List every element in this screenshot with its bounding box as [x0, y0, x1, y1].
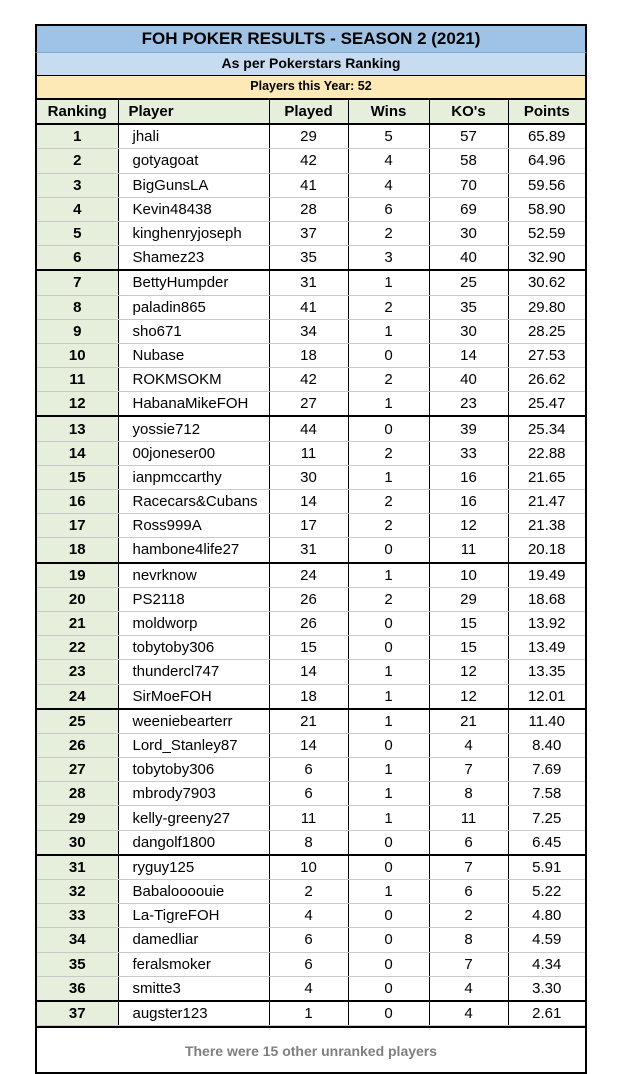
wins-cell: 0: [348, 855, 429, 880]
played-cell: 26: [269, 611, 348, 635]
rank-cell: 5: [37, 221, 118, 245]
rank-cell: 13: [37, 416, 118, 441]
points-cell: 12.01: [508, 684, 585, 709]
player-cell: sho671: [118, 319, 269, 343]
table-row: [37, 416, 585, 441]
rank-cell: 30: [37, 830, 118, 855]
wins-cell: 1: [348, 563, 429, 588]
played-cell: 14: [269, 490, 348, 514]
rank-cell: 22: [37, 636, 118, 660]
table-row: [37, 149, 585, 173]
points-cell: 20.18: [508, 538, 585, 563]
rank-cell: 25: [37, 709, 118, 734]
player-cell: Babaloooouie: [118, 880, 269, 904]
player-cell: Kevin48438: [118, 197, 269, 221]
table-row: [37, 660, 585, 684]
player-cell: Ross999A: [118, 514, 269, 538]
table-row: [37, 758, 585, 782]
player-cell: HabanaMikeFOH: [118, 392, 269, 417]
points-cell: 11.40: [508, 709, 585, 734]
played-cell: 17: [269, 514, 348, 538]
wins-cell: 2: [348, 587, 429, 611]
kos-cell: 2: [429, 904, 508, 928]
rank-cell: 27: [37, 758, 118, 782]
table-row: [37, 490, 585, 514]
wins-cell: 0: [348, 416, 429, 441]
played-cell: 31: [269, 270, 348, 295]
table-row: [37, 124, 585, 149]
played-cell: 26: [269, 587, 348, 611]
played-cell: 6: [269, 952, 348, 976]
rank-cell: 16: [37, 490, 118, 514]
player-cell: 00joneser00: [118, 441, 269, 465]
player-cell: PS2118: [118, 587, 269, 611]
wins-cell: 0: [348, 976, 429, 1001]
played-cell: 42: [269, 368, 348, 392]
player-cell: yossie712: [118, 416, 269, 441]
played-cell: 44: [269, 416, 348, 441]
table-row: [37, 441, 585, 465]
wins-cell: 1: [348, 270, 429, 295]
table-row: [37, 563, 585, 588]
wins-cell: 3: [348, 246, 429, 271]
table-row: [37, 855, 585, 880]
table-row: [37, 636, 585, 660]
played-cell: 6: [269, 782, 348, 806]
played-cell: 4: [269, 976, 348, 1001]
table-row: [37, 684, 585, 709]
wins-cell: 2: [348, 368, 429, 392]
wins-cell: 0: [348, 952, 429, 976]
wins-cell: 5: [348, 124, 429, 149]
table-row: [37, 806, 585, 830]
table-row: [37, 173, 585, 197]
played-cell: 1: [269, 1001, 348, 1026]
table-row: [37, 782, 585, 806]
results-table: [37, 99, 585, 1026]
player-cell: feralsmoker: [118, 952, 269, 976]
kos-cell: 4: [429, 733, 508, 757]
rank-cell: 17: [37, 514, 118, 538]
wins-cell: 6: [348, 197, 429, 221]
played-cell: 10: [269, 855, 348, 880]
wins-cell: 0: [348, 904, 429, 928]
points-cell: 4.80: [508, 904, 585, 928]
points-cell: 7.58: [508, 782, 585, 806]
points-cell: 30.62: [508, 270, 585, 295]
rank-cell: 23: [37, 660, 118, 684]
points-cell: 13.35: [508, 660, 585, 684]
points-cell: 25.47: [508, 392, 585, 417]
played-cell: 4: [269, 904, 348, 928]
kos-cell: 12: [429, 684, 508, 709]
kos-cell: 16: [429, 465, 508, 489]
points-cell: 5.91: [508, 855, 585, 880]
points-cell: 22.88: [508, 441, 585, 465]
rank-cell: 15: [37, 465, 118, 489]
table-row: [37, 538, 585, 563]
played-cell: 11: [269, 806, 348, 830]
page-subtitle: As per Pokerstars Ranking: [35, 52, 587, 75]
table-row: [37, 904, 585, 928]
points-cell: 52.59: [508, 221, 585, 245]
column-header-wins: Wins: [348, 100, 429, 125]
points-cell: 4.34: [508, 952, 585, 976]
points-cell: 6.45: [508, 830, 585, 855]
table-row: [37, 392, 585, 417]
player-cell: smitte3: [118, 976, 269, 1001]
column-header-ranking: Ranking: [37, 100, 118, 125]
rank-cell: 7: [37, 270, 118, 295]
played-cell: 18: [269, 343, 348, 367]
kos-cell: 8: [429, 928, 508, 952]
rank-cell: 14: [37, 441, 118, 465]
table-row: [37, 221, 585, 245]
kos-cell: 15: [429, 636, 508, 660]
played-cell: 31: [269, 538, 348, 563]
points-cell: 32.90: [508, 246, 585, 271]
kos-cell: 16: [429, 490, 508, 514]
player-cell: Racecars&Cubans: [118, 490, 269, 514]
footer-note: There were 15 other unranked players: [35, 1026, 587, 1074]
player-cell: tobytoby306: [118, 758, 269, 782]
kos-cell: 12: [429, 660, 508, 684]
kos-cell: 40: [429, 368, 508, 392]
points-cell: 2.61: [508, 1001, 585, 1026]
kos-cell: 8: [429, 782, 508, 806]
wins-cell: 0: [348, 343, 429, 367]
rank-cell: 29: [37, 806, 118, 830]
played-cell: 34: [269, 319, 348, 343]
points-cell: 59.56: [508, 173, 585, 197]
played-cell: 6: [269, 758, 348, 782]
player-cell: thundercl747: [118, 660, 269, 684]
rank-cell: 8: [37, 295, 118, 319]
table-row: [37, 295, 585, 319]
table-row: [37, 952, 585, 976]
table-row: [37, 709, 585, 734]
player-cell: damedliar: [118, 928, 269, 952]
kos-cell: 30: [429, 319, 508, 343]
kos-cell: 70: [429, 173, 508, 197]
rank-cell: 26: [37, 733, 118, 757]
rank-cell: 2: [37, 149, 118, 173]
player-cell: weeniebearterr: [118, 709, 269, 734]
wins-cell: 0: [348, 611, 429, 635]
table-row: [37, 368, 585, 392]
table-row: [37, 880, 585, 904]
kos-cell: 30: [429, 221, 508, 245]
wins-cell: 2: [348, 441, 429, 465]
wins-cell: 4: [348, 149, 429, 173]
points-cell: 8.40: [508, 733, 585, 757]
player-cell: Shamez23: [118, 246, 269, 271]
player-cell: nevrknow: [118, 563, 269, 588]
points-cell: 27.53: [508, 343, 585, 367]
played-cell: 2: [269, 880, 348, 904]
wins-cell: 1: [348, 392, 429, 417]
player-cell: ROKMSOKM: [118, 368, 269, 392]
wins-cell: 1: [348, 660, 429, 684]
wins-cell: 1: [348, 880, 429, 904]
kos-cell: 40: [429, 246, 508, 271]
rank-cell: 3: [37, 173, 118, 197]
points-cell: 21.65: [508, 465, 585, 489]
table-row: [37, 830, 585, 855]
points-cell: 18.68: [508, 587, 585, 611]
played-cell: 35: [269, 246, 348, 271]
played-cell: 27: [269, 392, 348, 417]
rank-cell: 34: [37, 928, 118, 952]
played-cell: 24: [269, 563, 348, 588]
points-cell: 3.30: [508, 976, 585, 1001]
kos-cell: 6: [429, 830, 508, 855]
rank-cell: 10: [37, 343, 118, 367]
wins-cell: 2: [348, 514, 429, 538]
wins-cell: 0: [348, 928, 429, 952]
player-cell: moldworp: [118, 611, 269, 635]
played-cell: 15: [269, 636, 348, 660]
table-row: [37, 611, 585, 635]
wins-cell: 1: [348, 319, 429, 343]
column-header-points: Points: [508, 100, 585, 125]
points-cell: 29.80: [508, 295, 585, 319]
rank-cell: 36: [37, 976, 118, 1001]
wins-cell: 2: [348, 490, 429, 514]
rank-cell: 6: [37, 246, 118, 271]
kos-cell: 69: [429, 197, 508, 221]
points-cell: 4.59: [508, 928, 585, 952]
rank-cell: 28: [37, 782, 118, 806]
wins-cell: 0: [348, 636, 429, 660]
player-cell: BettyHumpder: [118, 270, 269, 295]
table-row: [37, 976, 585, 1001]
rank-cell: 24: [37, 684, 118, 709]
points-cell: 5.22: [508, 880, 585, 904]
points-cell: 64.96: [508, 149, 585, 173]
table-body: [37, 124, 585, 1025]
column-header-player: Player: [118, 100, 269, 125]
page-title: FOH POKER RESULTS - SEASON 2 (2021): [35, 24, 587, 52]
played-cell: 14: [269, 660, 348, 684]
table-row: [37, 197, 585, 221]
rank-cell: 35: [37, 952, 118, 976]
rank-cell: 31: [37, 855, 118, 880]
kos-cell: 58: [429, 149, 508, 173]
player-cell: hambone4life27: [118, 538, 269, 563]
table-row: [37, 733, 585, 757]
player-cell: dangolf1800: [118, 830, 269, 855]
rank-cell: 18: [37, 538, 118, 563]
played-cell: 6: [269, 928, 348, 952]
kos-cell: 11: [429, 538, 508, 563]
player-cell: ryguy125: [118, 855, 269, 880]
points-cell: 7.69: [508, 758, 585, 782]
rank-cell: 1: [37, 124, 118, 149]
wins-cell: 1: [348, 782, 429, 806]
wins-cell: 2: [348, 295, 429, 319]
kos-cell: 7: [429, 758, 508, 782]
wins-cell: 4: [348, 173, 429, 197]
played-cell: 14: [269, 733, 348, 757]
table-row: [37, 514, 585, 538]
wins-cell: 1: [348, 758, 429, 782]
player-cell: kinghenryjoseph: [118, 221, 269, 245]
played-cell: 37: [269, 221, 348, 245]
kos-cell: 15: [429, 611, 508, 635]
rank-cell: 19: [37, 563, 118, 588]
table-row: [37, 928, 585, 952]
player-cell: jhali: [118, 124, 269, 149]
kos-cell: 29: [429, 587, 508, 611]
kos-cell: 7: [429, 855, 508, 880]
player-cell: augster123: [118, 1001, 269, 1026]
kos-cell: 33: [429, 441, 508, 465]
played-cell: 8: [269, 830, 348, 855]
played-cell: 21: [269, 709, 348, 734]
wins-cell: 0: [348, 538, 429, 563]
rank-cell: 9: [37, 319, 118, 343]
results-table-wrapper: [35, 98, 587, 1026]
player-cell: ianpmccarthy: [118, 465, 269, 489]
player-cell: SirMoeFOH: [118, 684, 269, 709]
points-cell: 7.25: [508, 806, 585, 830]
rank-cell: 33: [37, 904, 118, 928]
kos-cell: 4: [429, 1001, 508, 1026]
wins-cell: 1: [348, 709, 429, 734]
points-cell: 13.49: [508, 636, 585, 660]
played-cell: 11: [269, 441, 348, 465]
played-cell: 28: [269, 197, 348, 221]
played-cell: 29: [269, 124, 348, 149]
player-cell: kelly-greeny27: [118, 806, 269, 830]
played-cell: 30: [269, 465, 348, 489]
rank-cell: 21: [37, 611, 118, 635]
kos-cell: 10: [429, 563, 508, 588]
player-cell: gotyagoat: [118, 149, 269, 173]
player-cell: Lord_Stanley87: [118, 733, 269, 757]
kos-cell: 23: [429, 392, 508, 417]
table-row: [37, 465, 585, 489]
played-cell: 41: [269, 173, 348, 197]
table-row: [37, 270, 585, 295]
rank-cell: 12: [37, 392, 118, 417]
kos-cell: 39: [429, 416, 508, 441]
column-header-kos: KO's: [429, 100, 508, 125]
player-cell: Nubase: [118, 343, 269, 367]
wins-cell: 1: [348, 806, 429, 830]
player-cell: paladin865: [118, 295, 269, 319]
points-cell: 28.25: [508, 319, 585, 343]
rank-cell: 37: [37, 1001, 118, 1026]
kos-cell: 35: [429, 295, 508, 319]
wins-cell: 1: [348, 684, 429, 709]
wins-cell: 0: [348, 1001, 429, 1026]
points-cell: 21.38: [508, 514, 585, 538]
wins-cell: 0: [348, 830, 429, 855]
results-sheet: [35, 24, 587, 1074]
points-cell: 19.49: [508, 563, 585, 588]
table-row: [37, 343, 585, 367]
played-cell: 18: [269, 684, 348, 709]
table-header-row: [37, 100, 585, 125]
table-row: [37, 1001, 585, 1026]
played-cell: 41: [269, 295, 348, 319]
table-row: [37, 246, 585, 271]
kos-cell: 6: [429, 880, 508, 904]
rank-cell: 20: [37, 587, 118, 611]
players-count: Players this Year: 52: [35, 75, 587, 98]
points-cell: 58.90: [508, 197, 585, 221]
played-cell: 42: [269, 149, 348, 173]
points-cell: 65.89: [508, 124, 585, 149]
kos-cell: 14: [429, 343, 508, 367]
table-row: [37, 587, 585, 611]
kos-cell: 12: [429, 514, 508, 538]
player-cell: La-TigreFOH: [118, 904, 269, 928]
table-row: [37, 319, 585, 343]
wins-cell: 2: [348, 221, 429, 245]
points-cell: 13.92: [508, 611, 585, 635]
rank-cell: 11: [37, 368, 118, 392]
points-cell: 21.47: [508, 490, 585, 514]
column-header-played: Played: [269, 100, 348, 125]
rank-cell: 32: [37, 880, 118, 904]
kos-cell: 4: [429, 976, 508, 1001]
player-cell: tobytoby306: [118, 636, 269, 660]
kos-cell: 21: [429, 709, 508, 734]
player-cell: BigGunsLA: [118, 173, 269, 197]
player-cell: mbrody7903: [118, 782, 269, 806]
wins-cell: 0: [348, 733, 429, 757]
kos-cell: 7: [429, 952, 508, 976]
kos-cell: 57: [429, 124, 508, 149]
points-cell: 25.34: [508, 416, 585, 441]
kos-cell: 25: [429, 270, 508, 295]
rank-cell: 4: [37, 197, 118, 221]
wins-cell: 1: [348, 465, 429, 489]
kos-cell: 11: [429, 806, 508, 830]
points-cell: 26.62: [508, 368, 585, 392]
